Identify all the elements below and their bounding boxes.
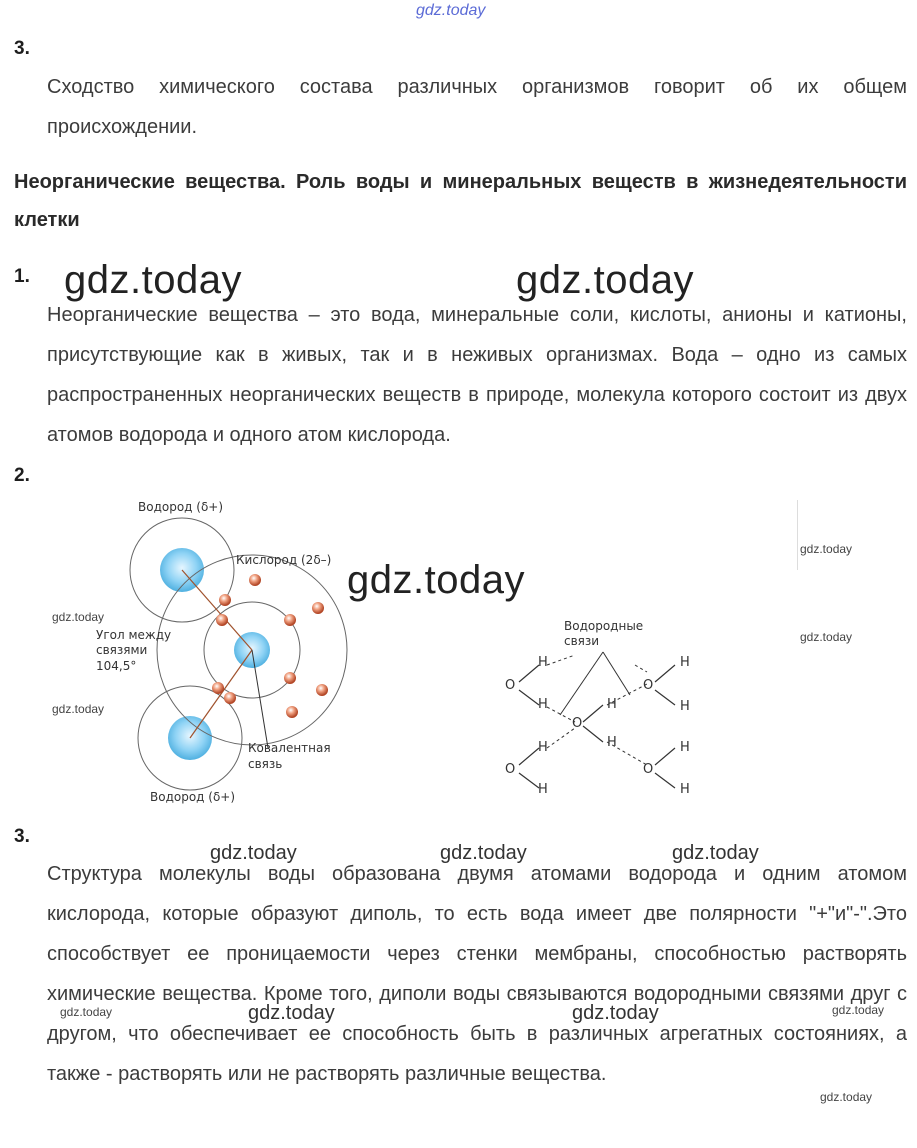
oxygen-label: Кислород (2δ–)	[236, 553, 332, 567]
watermark-small: gdz.today	[832, 1003, 885, 1017]
question-1-text: Неорганические вещества – это вода, минеральные соли, кислоты, анионы и катионы, присутствующие как в живых, так и в неживых организмах. Вода – одно из самых распространенных неорганических веществ в природе, молекула которого состоит из двух атомов водорода и одного атом кислорода.	[47, 304, 907, 446]
watermark-small: gdz.today	[60, 1005, 113, 1019]
watermark-mid: gdz.today	[672, 842, 759, 864]
watermark-big: gdz.today	[516, 258, 694, 302]
divider	[797, 500, 798, 570]
atom-h: H	[680, 740, 690, 755]
question-2-number: 2.	[14, 465, 30, 486]
watermark-mid: gdz.today	[210, 842, 297, 864]
question-3-number: 3.	[14, 826, 30, 847]
atom-h: H	[538, 697, 548, 712]
atom-h: H	[538, 655, 548, 670]
atom-h: H	[680, 655, 690, 670]
bond-line	[190, 650, 252, 738]
covalent-label-1: Ковалентная	[248, 741, 331, 755]
watermark-small: gdz.today	[52, 610, 105, 624]
hydrogen-bonds-label-1: Водородные	[564, 619, 644, 633]
hydrogen-bonds-label-2: связи	[564, 634, 600, 648]
watermark-big: gdz.today	[347, 558, 525, 602]
angle-label-2: связями	[96, 643, 148, 657]
watermark-small: gdz.today	[52, 702, 105, 716]
watermark-big: gdz.today	[64, 258, 242, 302]
covalent-label-2: связь	[248, 757, 283, 771]
atom-h: H	[680, 782, 690, 797]
watermark-mid: gdz.today	[440, 842, 527, 864]
atom-h: H	[607, 735, 617, 750]
atom-h: H	[680, 699, 690, 714]
atom-o: O	[505, 762, 516, 777]
watermark-mid: gdz.today	[572, 1002, 659, 1024]
section-number: 3.	[14, 38, 30, 59]
hydrogen-bottom-label: Водород (δ+)	[150, 790, 236, 804]
electrons	[212, 574, 328, 718]
atom-o: O	[572, 716, 583, 731]
question-3-text: Структура молекулы воды образована двумя атомами водорода и одним атомом кислорода, которые образуют диполь, то есть вода имеет две полярности "+"и"-".Это способствует ее проницаемости через стенки мембраны, способностью растворять химические вещества. Кроме того, диполи воды связываются водородными связями друг с другом, что обеспечивает ее способность быть в различных агрегатных состояниях, а также - растворять или не растворять различные вещества.	[47, 863, 907, 1085]
atom-o: O	[505, 678, 516, 693]
watermark-small: gdz.today	[800, 542, 853, 556]
hydrogen-bonds-diagram	[495, 610, 705, 800]
section-text: Сходство химического состава различных организмов говорит об их общем происхождении.	[47, 76, 907, 138]
angle-label-3: 104,5°	[96, 659, 137, 673]
atom-h: H	[607, 697, 617, 712]
watermark-mid: gdz.today	[248, 1002, 335, 1024]
atom-h: H	[538, 782, 548, 797]
watermark-top: gdz.today	[416, 2, 486, 19]
watermark-small: gdz.today	[820, 1090, 873, 1104]
watermark-small: gdz.today	[800, 630, 853, 644]
page-heading: Неорганические вещества. Роль воды и минеральных веществ в жизнедеятельности клетки	[14, 171, 907, 231]
bond-line	[182, 570, 252, 650]
atom-o: O	[643, 678, 654, 693]
question-1-number: 1.	[14, 266, 30, 287]
atom-o: O	[643, 762, 654, 777]
hydrogen-top-label: Водород (δ+)	[138, 500, 224, 514]
atom-h: H	[538, 740, 548, 755]
angle-label-1: Угол между	[96, 628, 172, 642]
